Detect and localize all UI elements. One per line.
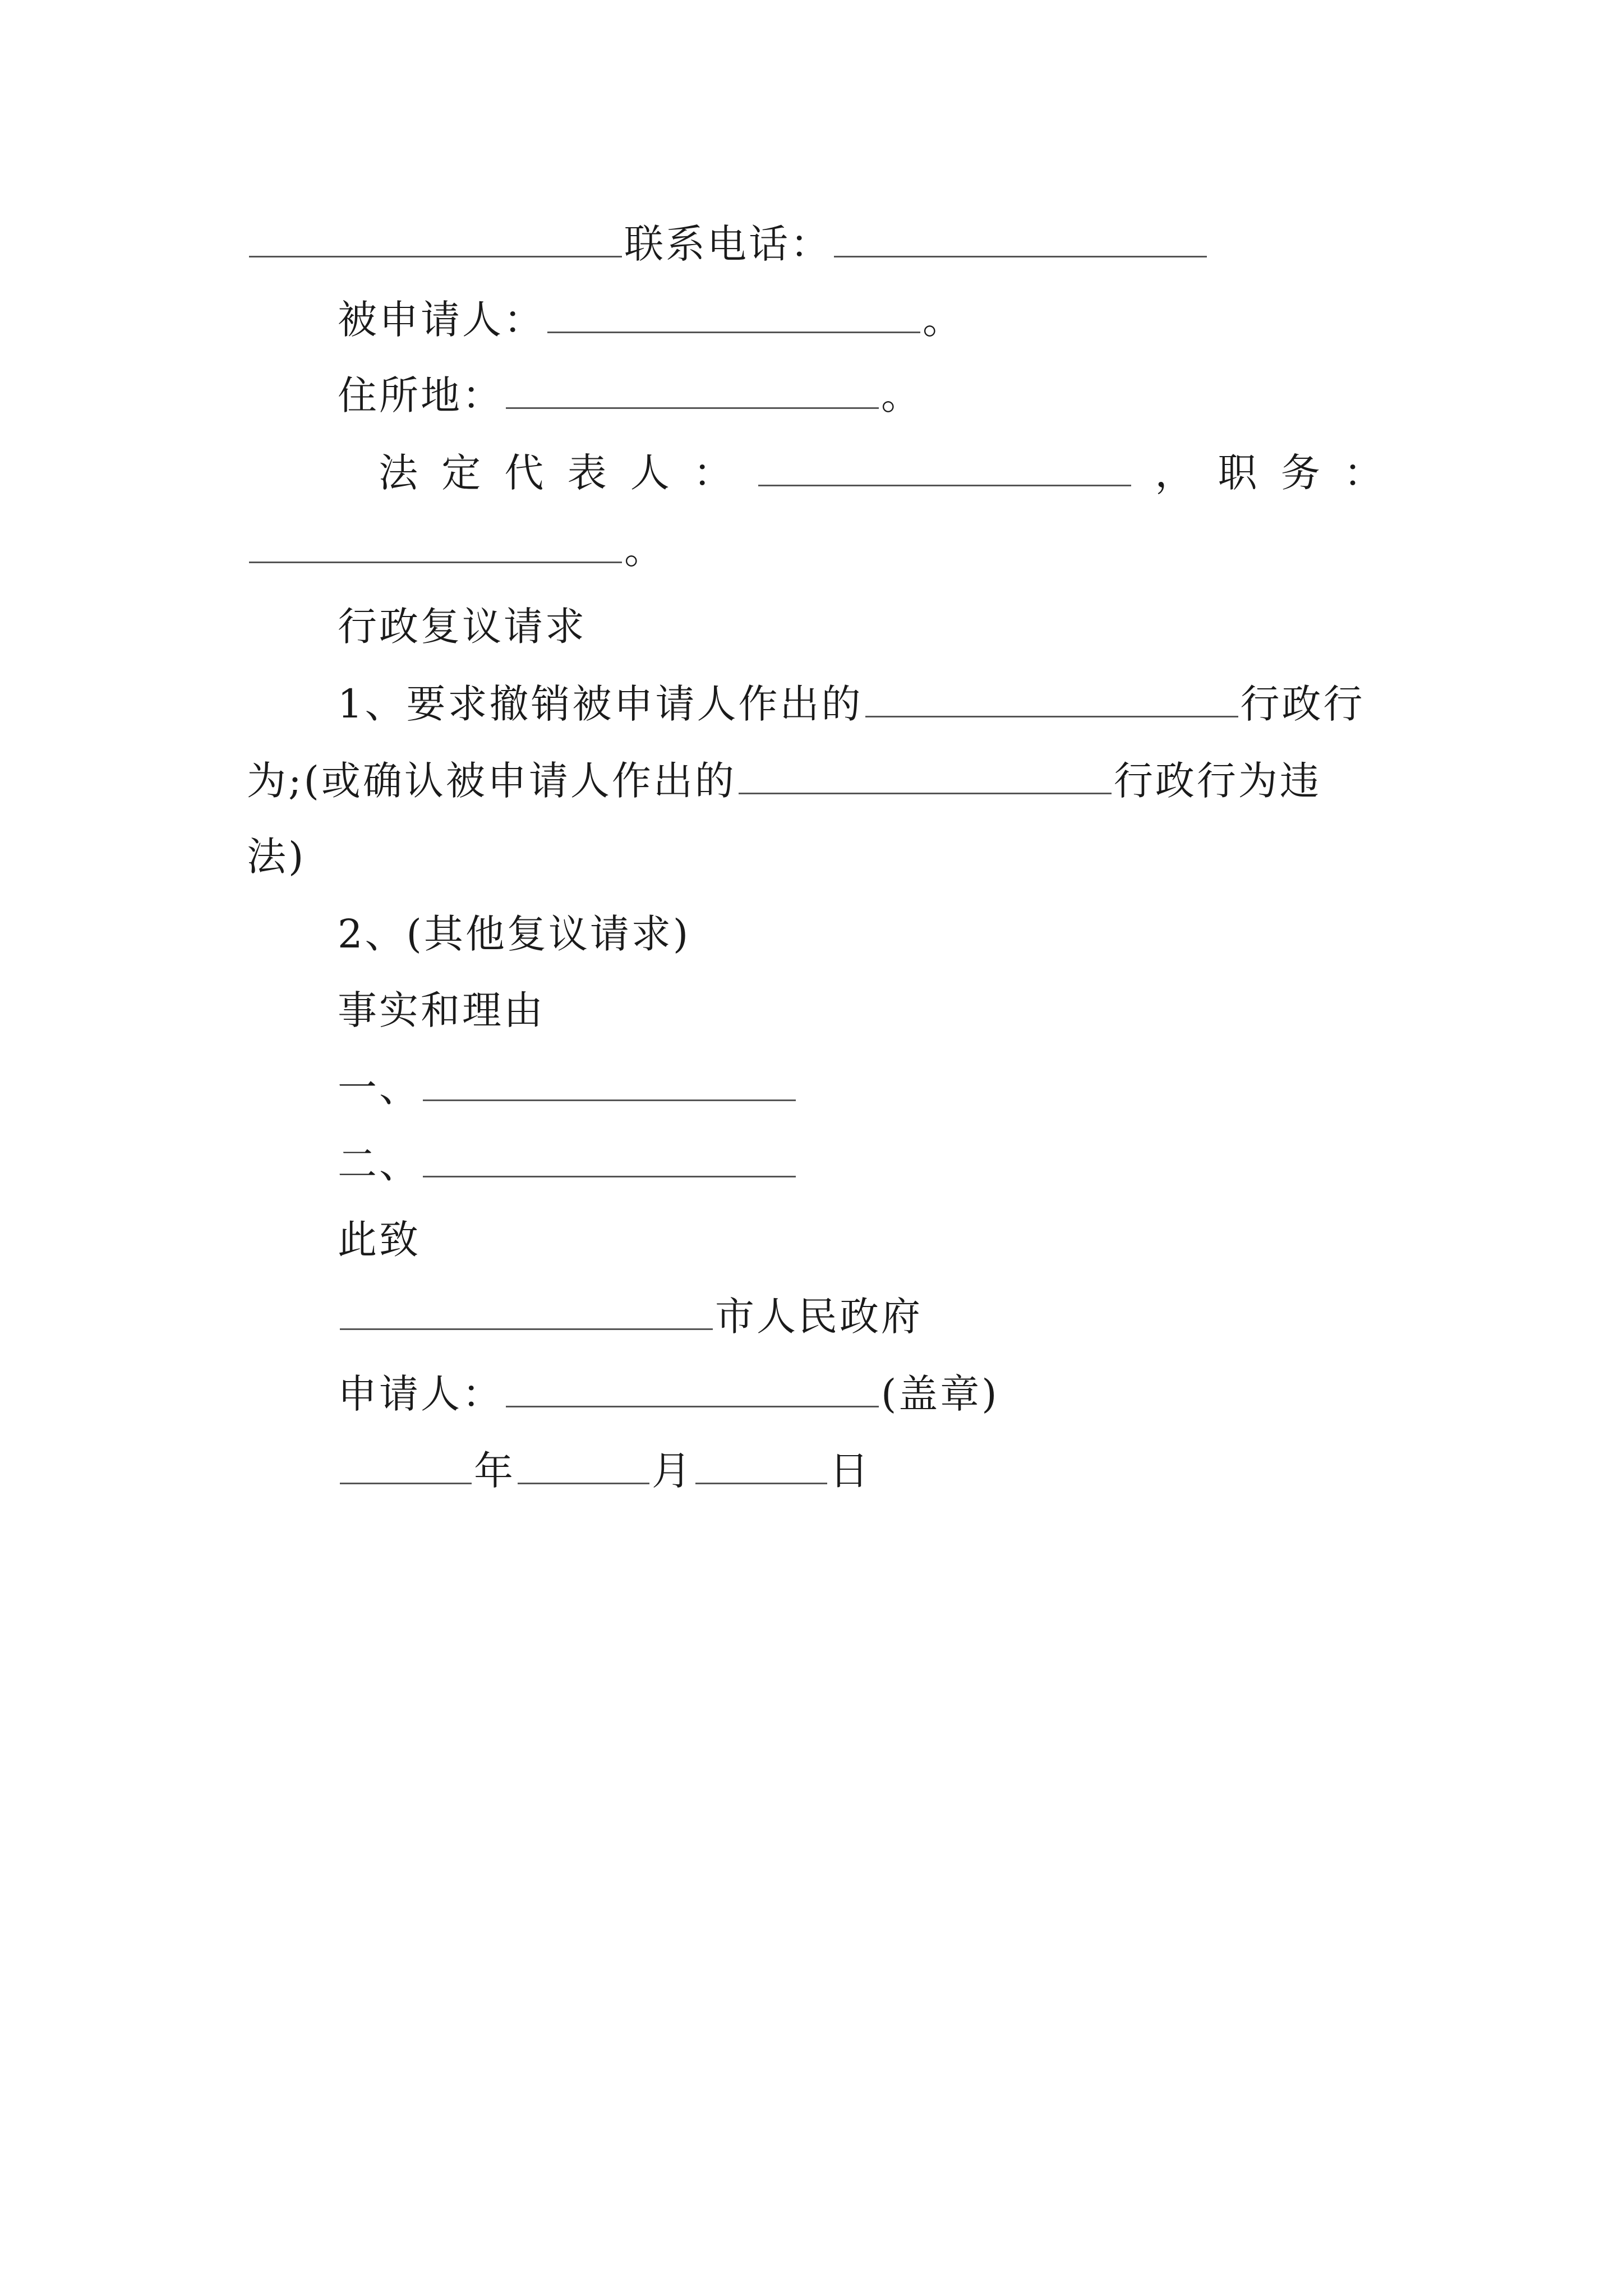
legal-rep-char: 法 <box>379 450 420 496</box>
act-blank[interactable] <box>865 681 1238 717</box>
position-char: 职 <box>1218 450 1260 496</box>
respondent-label: 被申请人： <box>338 297 545 343</box>
applicant-line <box>247 1363 1385 1425</box>
city-blank[interactable] <box>340 1294 713 1330</box>
fact-1-line <box>247 1057 1385 1119</box>
request-1-text-cont: 行政行为违 <box>1113 758 1321 804</box>
respondent-line <box>247 289 1385 351</box>
applicant-label: 申请人： <box>338 1371 504 1417</box>
position-line <box>247 519 1385 581</box>
government-suffix: 市人民政府 <box>715 1294 923 1340</box>
contact-phone-blank[interactable] <box>834 221 1207 257</box>
legal-rep-char: 表 <box>567 450 609 496</box>
day-label: 日 <box>829 1448 871 1494</box>
request-1-text-end: 法) <box>247 834 306 880</box>
act-blank-2[interactable] <box>739 758 1112 794</box>
request-heading-line <box>247 596 1385 657</box>
legal-representative-blank[interactable] <box>758 450 1131 486</box>
period: 。 <box>881 372 923 418</box>
respondent-blank[interactable] <box>547 297 920 333</box>
facts-heading: 事实和理由 <box>338 987 545 1033</box>
legal-representative-line <box>247 442 1385 504</box>
fact-2-blank[interactable] <box>423 1141 796 1177</box>
contact-phone-line <box>247 213 1385 275</box>
salutation-line <box>247 1209 1385 1271</box>
facts-heading-line <box>247 979 1385 1041</box>
request-heading: 行政复议请求 <box>338 604 587 650</box>
period: 。 <box>624 527 666 573</box>
request-1-line <box>247 673 1385 735</box>
year-blank[interactable] <box>340 1448 472 1484</box>
request-1-text-cont: 行政行 <box>1240 681 1365 727</box>
salutation: 此致 <box>338 1217 421 1263</box>
date-line <box>247 1440 1385 1502</box>
period: 。 <box>923 297 964 343</box>
address-line <box>247 365 1385 426</box>
position-char: 务 <box>1280 450 1322 496</box>
contact-phone-label: 联系电话： <box>624 221 832 267</box>
fact-2-label: 二、 <box>338 1141 421 1187</box>
comma: ， <box>1155 450 1197 496</box>
legal-rep-char: 代 <box>504 450 546 496</box>
address-blank[interactable] <box>506 372 879 409</box>
legal-rep-char: 人 <box>630 450 672 496</box>
day-blank[interactable] <box>695 1448 827 1484</box>
request-2-line <box>247 903 1385 965</box>
legal-rep-char: ： <box>693 450 735 496</box>
fact-1-label: 一、 <box>338 1065 421 1111</box>
request-1-line-2 <box>247 750 1385 812</box>
address-label: 住所地： <box>338 372 504 418</box>
legal-rep-char: 定 <box>441 450 483 496</box>
request-1-text: 1、要求撤销被申请人作出的 <box>338 681 863 727</box>
fact-2-line <box>247 1133 1385 1195</box>
position-char: ： <box>1343 450 1385 496</box>
request-1-line-3 <box>247 826 1385 887</box>
government-line <box>247 1286 1385 1347</box>
month-label: 月 <box>652 1448 693 1494</box>
fact-1-blank[interactable] <box>423 1065 796 1101</box>
blank-field[interactable] <box>249 221 622 257</box>
seal-note: (盖章) <box>881 1371 999 1417</box>
request-2-text: 2、(其他复议请求) <box>338 911 691 957</box>
month-blank[interactable] <box>518 1448 649 1484</box>
position-blank[interactable] <box>249 527 622 563</box>
applicant-blank[interactable] <box>506 1371 879 1407</box>
year-label: 年 <box>474 1448 515 1494</box>
request-1-text: 为;(或确认被申请人作出的 <box>247 758 736 804</box>
